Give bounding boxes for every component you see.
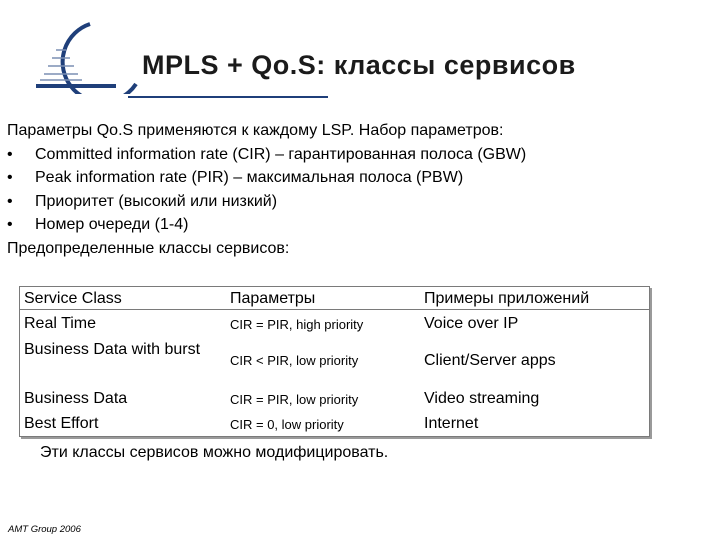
intro-line: Параметры Qo.S применяются к каждому LSP. Набор параметров: bbox=[7, 122, 504, 139]
bullet-text: Приоритет (высокий или низкий) bbox=[35, 192, 278, 210]
table-cell: CIR = PIR, low priority bbox=[230, 392, 359, 407]
bullet-item bbox=[7, 213, 713, 237]
table-cell: CIR = 0, low priority bbox=[230, 417, 344, 432]
service-class-table bbox=[19, 286, 650, 437]
bullet-text: Committed information rate (CIR) – гарантированная полоса (GBW) bbox=[35, 145, 527, 163]
bullet-marker: • bbox=[7, 169, 13, 186]
bullet-marker: • bbox=[7, 216, 13, 233]
slide-title: MPLS + Qo.S: классы сервисов bbox=[142, 50, 576, 80]
company-logo bbox=[26, 14, 138, 94]
table-cell: Best Effort bbox=[24, 415, 99, 432]
table-cell: Video streaming bbox=[424, 390, 540, 407]
bullet-item bbox=[7, 166, 713, 190]
table-header-cell: Service Class bbox=[24, 290, 122, 307]
table-header-cell: Параметры bbox=[230, 290, 316, 307]
table-cell: Voice over IP bbox=[424, 315, 519, 332]
slide-body bbox=[7, 119, 713, 260]
bullet-item bbox=[7, 143, 713, 167]
table-cell: CIR = PIR, high priority bbox=[230, 317, 364, 332]
table-cell: Internet bbox=[424, 415, 479, 432]
bullet-text: Номер очереди (1-4) bbox=[35, 216, 189, 233]
table-cell: CIR < PIR, low priority bbox=[230, 353, 359, 368]
predefined-classes-line: Предопределенные классы сервисов: bbox=[7, 239, 290, 257]
copyright-text: AMT Group 2006 bbox=[8, 524, 81, 535]
title-underline bbox=[128, 96, 328, 98]
footer-note: Эти классы сервисов можно модифицировать. bbox=[40, 444, 389, 461]
table-cell: Real Time bbox=[24, 315, 97, 332]
table-cell: Business Data with burst bbox=[24, 341, 201, 358]
bullet-item bbox=[7, 190, 713, 214]
bullet-marker: • bbox=[7, 192, 13, 210]
bullet-text: Peak information rate (PIR) – максимальная полоса (PBW) bbox=[35, 169, 464, 186]
header-divider bbox=[20, 309, 649, 310]
bullet-marker: • bbox=[7, 145, 13, 163]
table-cell: Client/Server apps bbox=[424, 352, 556, 369]
table-header-cell: Примеры приложений bbox=[424, 290, 590, 307]
table-cell: Business Data bbox=[24, 390, 128, 407]
